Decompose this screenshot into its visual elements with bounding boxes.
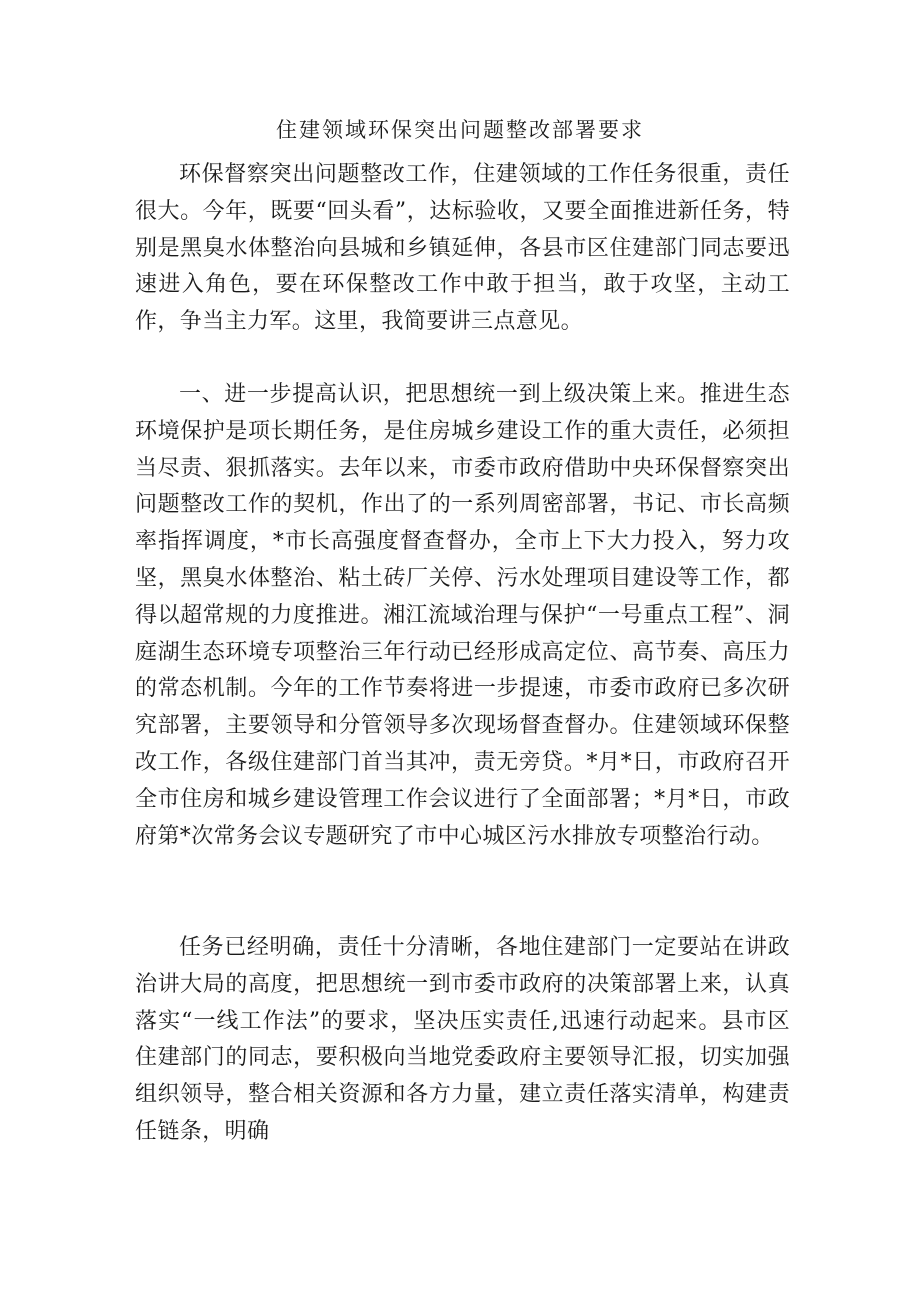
paragraph-intro: 环保督察突出问题整改工作，住建领域的工作任务很重，责任很大。今年，既要“回头看”，达标验收，又要全面推进新任务，特别是黑臭水体整治向县城和乡镇延伸，各县市区住建部门同志要迅速进入角色，要在环保整改工作中敢于担当，敢于攻坚，主动工作，争当主力军。这里，我简要讲三点意见。 — [135, 162, 790, 335]
paragraph-section-one: 一、进一步提高认识，把思想统一到上级决策上来。推进生态环境保护是项长期任务，是住房城乡建设工作的重大责任，必须担当尽责、狠抓落实。去年以来，市委市政府借助中央环保督察突出问题整改工作的契机，作出了的一系列周密部署，书记、市长高频率指挥调度，*市长高强度督查督办，全市上下大力投入，努力攻坚，黑臭水体整治、粘土砖厂关停、污水处理项目建设等工作，都得以超常规的力度推进。湘江流域治理与保护“一号重点工程”、洞庭湖生态环境专项整治三年行动已经形成高定位、高节奏、高压力的常态机制。今年的工作节奏将进一步提速，市委市政府已多次研究部署，主要领导和分管领导多次现场督查督办。住建领域环保整改工作，各级住建部门首当其冲，责无旁贷。*月*日，市政府召开全市住房和城乡建设管理工作会议进行了全面部署；*月*日，市政府第*次常务会议专题研究了市中心城区污水排放专项整治行动。 — [135, 382, 790, 849]
paragraph-tasks: 任务已经明确，责任十分清晰，各地住建部门一定要站在讲政治讲大局的高度，把思想统一到市委市政府的决策部署上来，认真落实“一线工作法”的要求，坚决压实责任,迅速行动起来。县市区住建部门的同志，要积极向当地党委政府主要领导汇报，切实加强组织领导，整合相关资源和各方力量，建立责任落实清单，构建责任链条，明确 — [135, 935, 790, 1144]
document-title: 住建领域环保突出问题整改部署要求 — [276, 118, 644, 142]
